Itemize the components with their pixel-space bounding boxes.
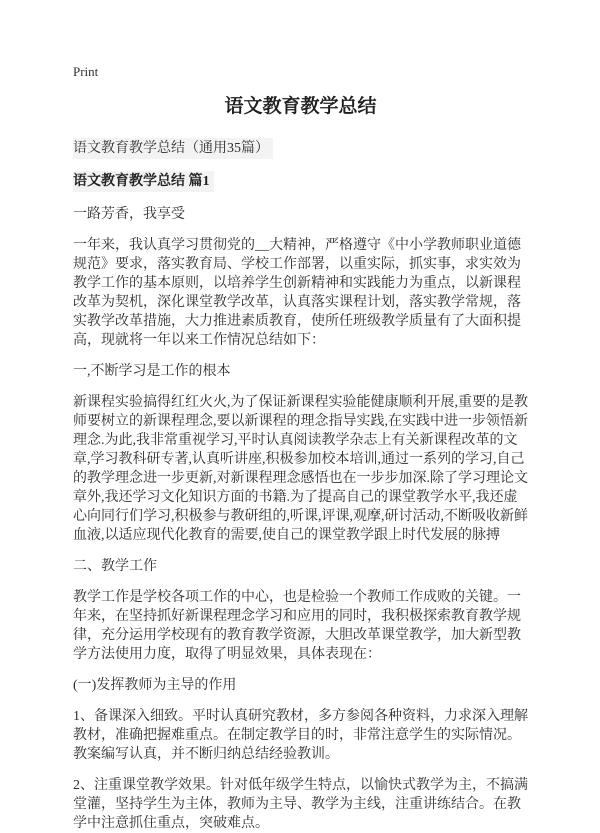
paragraph-point-2: 2、注重课堂教学效果。针对低年级学生特点，以愉快式教学为主，不搞满堂灌，坚持学生为主体，教师为主导、教学为主线，注重讲练结合。在教学中注意抓住重点，突破难点。 (73, 778, 528, 831)
heading-section-2: 二、教学工作 (73, 559, 157, 574)
doc-subtitle (73, 138, 528, 159)
doc-subtitle-text: 语文教育教学总结（通用35篇） (73, 138, 273, 159)
heading-section-1: 一,不断学习是工作的根本 (73, 364, 231, 379)
paragraph-overview: 一年来，我认真学习贯彻党的__大精神，严格遵守《中小学教师职业道德规范》要求，落实教育局、学校工作部署，以重实际，抓实事，求实效为教学工作的基本原则，以培养学生创新精神和实践能力为重点，以新课程改革为契机，深化课堂教学改革，认真落实课程计划，落实教学常规，落实教学改革措施，大力推进素质教育，使所任班级教学质量有了大面积提高，现就将一年以来工作情况总结如下： (73, 238, 521, 348)
print-button[interactable]: Print (73, 64, 99, 79)
document-body (73, 205, 528, 833)
page-title: 语文教育教学总结 (224, 96, 377, 117)
paragraph-section-2: 教学工作是学校各项工作的中心，也是检验一个教师工作成败的关键。一年来，在坚持抓好新课程理念学习和应用的同时，我积极探索教育教学规律，充分运用学校现有的教育教学资源，大胆改革课堂教学，加大新型教学方法使用力度，取得了明显效果，具体表现在： (73, 590, 521, 662)
doc-section-title-text: 语文教育教学总结 篇1 (73, 171, 214, 192)
heading-subsection-1: (一)发挥教师为主导的作用 (73, 678, 237, 693)
doc-section-title (73, 171, 528, 192)
paragraph-section-1: 新课程实验搞得红红火火,为了保证新课程实验能健康顺利开展,重要的是教师要树立的新课程理念,要以新课程的理念指导实践,在实践中进一步领悟新理念.为此,我非常重视学习,平时认真阅读教学杂志上有关新课程改革的文章,学习教科研专著,认真听讲座,积极参加校本培训,通过一系列的学习,自己的教学理念进一步更新,对新课程理念感悟也在一步步加深.除了学习理论文章外,我还学习文化知识方面的书籍.为了提高自己的课堂教学水平,我还虚心向同行们学习,积极参与教研组的,听课,评课,观摩,研讨活动,不断吸收新鲜血液,以适应现代化教育的需要,使自己的课堂教学跟上时代发展的脉搏 (73, 395, 528, 543)
intro-line: 一路芳香，我享受 (73, 207, 185, 222)
paragraph-point-1: 1、备课深入细致。平时认真研究教材，多方参阅各种资料，力求深入理解教材，准确把握难重点。在制定教学目的时，非常注意学生的实际情况。教案编写认真，并不断归纳总结经验教训。 (73, 709, 528, 762)
